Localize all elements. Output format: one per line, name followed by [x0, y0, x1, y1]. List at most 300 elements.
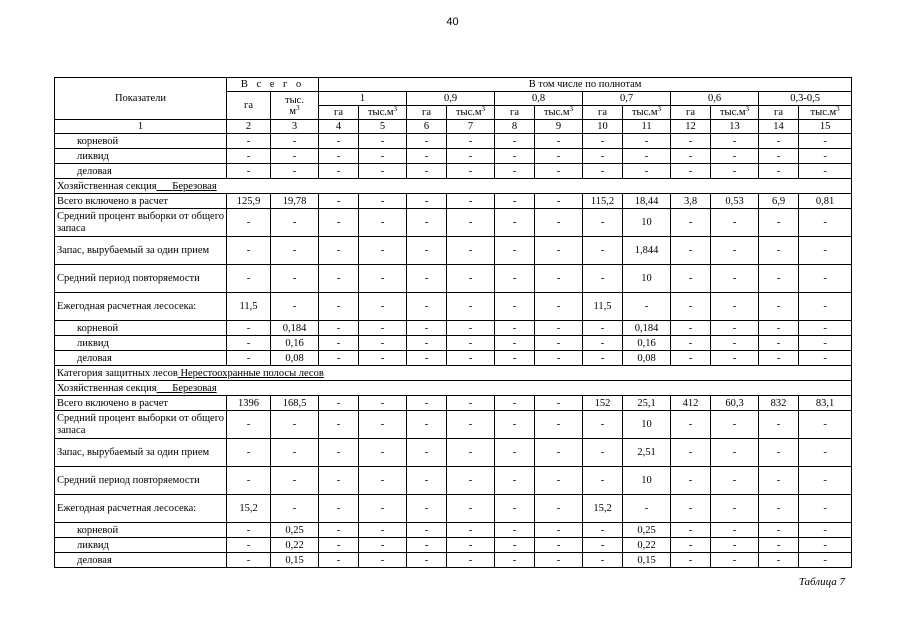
table-cell: -	[711, 467, 759, 495]
table-cell: -	[271, 164, 319, 179]
table-cell: -	[359, 467, 407, 495]
table-cell: -	[535, 149, 583, 164]
table-cell: -	[759, 336, 799, 351]
table-cell: -	[359, 134, 407, 149]
column-number: 8	[495, 120, 535, 134]
table-cell: -	[319, 439, 359, 467]
table-cell: -	[271, 439, 319, 467]
table-cell: -	[711, 351, 759, 366]
table-cell: -	[271, 293, 319, 321]
page-number: 40	[446, 16, 459, 28]
table-cell: -	[583, 209, 623, 237]
row-label: Всего включено в расчет	[55, 396, 227, 411]
density-1: 1	[319, 92, 407, 106]
table-cell: -	[799, 523, 852, 538]
table-cell: -	[671, 439, 711, 467]
section-row	[55, 179, 852, 194]
table-cell: -	[711, 164, 759, 179]
table-cell: -	[407, 237, 447, 265]
table-cell: -	[359, 553, 407, 568]
table-cell: -	[407, 209, 447, 237]
table-cell: 11,5	[583, 293, 623, 321]
table-cell: 0,16	[271, 336, 319, 351]
table-caption: Таблица 7	[798, 576, 845, 588]
table-cell: -	[535, 495, 583, 523]
row-label: ликвид	[55, 149, 227, 164]
table-cell: -	[623, 293, 671, 321]
table-cell: -	[359, 293, 407, 321]
table-cell: -	[447, 553, 495, 568]
table-cell: -	[407, 265, 447, 293]
table-cell: -	[623, 134, 671, 149]
table-cell: -	[447, 209, 495, 237]
table-cell: -	[799, 336, 852, 351]
table-cell: -	[671, 265, 711, 293]
table-cell: -	[359, 495, 407, 523]
table-cell: -	[359, 164, 407, 179]
row-label: корневой	[55, 321, 227, 336]
table-cell: -	[759, 467, 799, 495]
table-cell: 0,184	[271, 321, 319, 336]
table-cell: -	[495, 439, 535, 467]
column-number-row	[55, 120, 852, 134]
section-value: Березовая	[172, 180, 217, 192]
table-body	[55, 134, 852, 568]
row-label: деловая	[55, 553, 227, 568]
table-cell: -	[799, 134, 852, 149]
superscript: 3	[393, 105, 398, 113]
table-cell: -	[799, 411, 852, 439]
table-cell: -	[359, 351, 407, 366]
table-cell: -	[407, 149, 447, 164]
table-cell: -	[407, 553, 447, 568]
table-cell: -	[359, 439, 407, 467]
table-cell: -	[319, 237, 359, 265]
density-group-header: В том числе по полнотам	[319, 78, 852, 92]
indicators-header: Показатели	[55, 78, 227, 120]
table-cell: 15,2	[583, 495, 623, 523]
unit-thous-m3-header	[447, 106, 495, 120]
section-underline	[157, 383, 173, 394]
table-cell: 10	[623, 265, 671, 293]
table-cell: -	[271, 209, 319, 237]
table-cell: -	[495, 495, 535, 523]
table-row	[55, 149, 852, 164]
table-cell: -	[271, 265, 319, 293]
table-cell: -	[271, 149, 319, 164]
table-cell: -	[495, 237, 535, 265]
table-cell: -	[535, 134, 583, 149]
table-cell: -	[407, 134, 447, 149]
section-prefix: Категория защитных лесов	[57, 367, 178, 379]
table-cell: -	[799, 149, 852, 164]
table-cell: -	[535, 467, 583, 495]
table-cell: -	[759, 293, 799, 321]
table-cell: -	[227, 411, 271, 439]
table-cell: -	[359, 396, 407, 411]
table-cell: -	[359, 321, 407, 336]
table-cell: -	[495, 336, 535, 351]
table-cell: -	[319, 209, 359, 237]
table-cell: -	[319, 194, 359, 209]
table-cell: -	[711, 523, 759, 538]
table-cell: -	[359, 149, 407, 164]
section-prefix: Хозяйственная секция	[57, 382, 157, 394]
section-row	[55, 381, 852, 396]
table-cell: -	[671, 149, 711, 164]
table-cell: -	[407, 164, 447, 179]
table-cell: -	[407, 396, 447, 411]
table-cell: -	[799, 265, 852, 293]
table-cell: -	[495, 293, 535, 321]
table-cell: -	[535, 411, 583, 439]
table-cell: -	[711, 495, 759, 523]
column-number: 1	[55, 120, 227, 134]
table-cell: -	[447, 265, 495, 293]
table-cell: -	[319, 351, 359, 366]
table-cell: -	[359, 336, 407, 351]
table-cell: -	[227, 523, 271, 538]
table-cell: -	[711, 149, 759, 164]
table-cell: -	[759, 495, 799, 523]
unit-ha-header: га	[583, 106, 623, 120]
table-row	[55, 467, 852, 495]
table-cell: -	[535, 523, 583, 538]
table-cell: -	[711, 538, 759, 553]
table-cell: -	[359, 194, 407, 209]
unit-label: тыс.м	[810, 107, 837, 118]
section-prefix: Хозяйственная секция	[57, 180, 157, 192]
row-label: корневой	[55, 134, 227, 149]
table-cell: -	[671, 495, 711, 523]
table-cell: -	[271, 134, 319, 149]
column-number: 7	[447, 120, 495, 134]
table-cell: -	[407, 293, 447, 321]
table-cell: -	[799, 321, 852, 336]
table-cell: 0,15	[623, 553, 671, 568]
table-cell: -	[671, 411, 711, 439]
superscript: 3	[836, 105, 840, 113]
table-cell: -	[319, 538, 359, 553]
table-cell: -	[711, 553, 759, 568]
table-cell: -	[495, 553, 535, 568]
table-cell: -	[535, 164, 583, 179]
column-number: 15	[799, 120, 852, 134]
table-row	[55, 396, 852, 411]
table-cell: 15,2	[227, 495, 271, 523]
table-cell: -	[799, 495, 852, 523]
table-cell: -	[447, 523, 495, 538]
table-cell: 1396	[227, 396, 271, 411]
table-cell: 0,184	[623, 321, 671, 336]
table-cell: 152	[583, 396, 623, 411]
table-cell: -	[799, 351, 852, 366]
table-cell: -	[535, 553, 583, 568]
table-cell: -	[447, 237, 495, 265]
table-cell: 0,25	[623, 523, 671, 538]
table-cell: 412	[671, 396, 711, 411]
table-cell: -	[759, 411, 799, 439]
superscript: 3	[745, 105, 750, 113]
table-cell: -	[495, 164, 535, 179]
table-cell: -	[671, 351, 711, 366]
unit-thous-m3-header	[799, 106, 852, 120]
table-row	[55, 321, 852, 336]
table-cell: -	[535, 237, 583, 265]
table-cell: -	[759, 134, 799, 149]
table-cell: -	[671, 538, 711, 553]
table-cell: -	[227, 553, 271, 568]
unit-thous-m3-header	[623, 106, 671, 120]
table-cell: -	[495, 321, 535, 336]
table-cell: -	[447, 293, 495, 321]
forest-cutting-table	[54, 77, 852, 568]
table-row	[55, 495, 852, 523]
unit-label: тыс.м	[631, 107, 658, 118]
table-cell: 0,08	[623, 351, 671, 366]
table-cell: -	[447, 467, 495, 495]
table-cell: 25,1	[623, 396, 671, 411]
table-cell: -	[535, 209, 583, 237]
table-cell: -	[799, 553, 852, 568]
row-label: Запас, вырубаемый за один прием	[55, 439, 227, 467]
table-cell: -	[495, 209, 535, 237]
unit-label: тыс.м	[719, 107, 746, 118]
section-heading	[55, 179, 852, 194]
row-label: Средний процент выборки от общего запаса	[55, 209, 227, 237]
table-cell: -	[359, 411, 407, 439]
table-cell: -	[711, 209, 759, 237]
table-cell: 0,15	[271, 553, 319, 568]
unit-label: тыс.м	[367, 107, 394, 118]
table-cell: -	[359, 265, 407, 293]
table-cell: -	[799, 467, 852, 495]
table-cell: -	[407, 336, 447, 351]
table-cell: -	[319, 495, 359, 523]
table-cell: 0,08	[271, 351, 319, 366]
table-cell: -	[535, 265, 583, 293]
table-cell: -	[407, 467, 447, 495]
table-cell: -	[711, 321, 759, 336]
unit-label: тыс.м	[543, 107, 570, 118]
row-label: деловая	[55, 351, 227, 366]
column-number: 11	[623, 120, 671, 134]
table-cell: -	[535, 194, 583, 209]
table-cell: -	[583, 553, 623, 568]
table-cell: -	[759, 439, 799, 467]
row-label: ликвид	[55, 336, 227, 351]
column-number: 10	[583, 120, 623, 134]
table-cell: -	[671, 553, 711, 568]
table-cell: -	[623, 164, 671, 179]
table-cell: -	[227, 321, 271, 336]
table-row	[55, 134, 852, 149]
table-cell: -	[319, 411, 359, 439]
table-cell: -	[407, 321, 447, 336]
superscript: 3	[481, 105, 486, 113]
table-cell: -	[319, 467, 359, 495]
table-cell: -	[711, 265, 759, 293]
row-label: Средний период повторяемости	[55, 265, 227, 293]
table-row	[55, 553, 852, 568]
table-cell: -	[495, 411, 535, 439]
table-cell: -	[799, 538, 852, 553]
table-cell: -	[583, 467, 623, 495]
table-cell: -	[535, 439, 583, 467]
table-cell: 10	[623, 411, 671, 439]
table-cell: -	[447, 396, 495, 411]
table-row	[55, 265, 852, 293]
table-row	[55, 237, 852, 265]
section-heading	[55, 381, 852, 396]
row-label: Ежегодная расчетная лесосека:	[55, 495, 227, 523]
table-cell: -	[495, 134, 535, 149]
table-cell: 11,5	[227, 293, 271, 321]
table-cell: -	[447, 336, 495, 351]
unit-ha-header: га	[671, 106, 711, 120]
table-cell: -	[583, 523, 623, 538]
table-cell: -	[623, 149, 671, 164]
table-cell: 0,25	[271, 523, 319, 538]
table-cell: -	[227, 149, 271, 164]
total-header: В с е г о	[227, 78, 319, 92]
table-cell: 83,1	[799, 396, 852, 411]
table-cell: -	[535, 336, 583, 351]
column-number: 13	[711, 120, 759, 134]
table-row	[55, 523, 852, 538]
table-cell: -	[319, 134, 359, 149]
table-cell: -	[583, 237, 623, 265]
table-cell: -	[447, 149, 495, 164]
table-cell: -	[799, 209, 852, 237]
row-label: Запас, вырубаемый за один прием	[55, 237, 227, 265]
table-cell: -	[711, 439, 759, 467]
table-cell: -	[271, 411, 319, 439]
table-cell: -	[583, 164, 623, 179]
table-cell: -	[227, 237, 271, 265]
table-cell: -	[671, 467, 711, 495]
table-cell: -	[495, 538, 535, 553]
table-cell: -	[407, 351, 447, 366]
table-cell: 19,78	[271, 194, 319, 209]
column-number: 12	[671, 120, 711, 134]
table-cell: 0,22	[271, 538, 319, 553]
thous-label: тыс.	[285, 94, 304, 106]
table-cell: -	[447, 164, 495, 179]
table-cell: -	[535, 293, 583, 321]
table-cell: -	[759, 553, 799, 568]
table-row	[55, 538, 852, 553]
table-cell: -	[447, 411, 495, 439]
table-cell: -	[319, 336, 359, 351]
table-cell: -	[407, 194, 447, 209]
column-number: 9	[535, 120, 583, 134]
table-cell: 6,9	[759, 194, 799, 209]
unit-thous-m3-header	[711, 106, 759, 120]
table-cell: -	[359, 237, 407, 265]
table-cell: -	[227, 164, 271, 179]
table-cell: -	[623, 495, 671, 523]
row-label: Средний период повторяемости	[55, 467, 227, 495]
unit-ha-header: га	[495, 106, 535, 120]
table-cell: 1,844	[623, 237, 671, 265]
table-cell: -	[535, 396, 583, 411]
table-cell: -	[227, 265, 271, 293]
total-thous-m3-header	[271, 92, 319, 120]
table-cell: -	[495, 149, 535, 164]
table-cell: -	[671, 336, 711, 351]
table-cell: -	[447, 134, 495, 149]
density-0-6: 0,6	[671, 92, 759, 106]
superscript: 3	[296, 103, 300, 112]
density-0-8: 0,8	[495, 92, 583, 106]
table-cell: -	[319, 265, 359, 293]
table-cell: 3,8	[671, 194, 711, 209]
section-underline	[157, 181, 173, 192]
table-cell: -	[671, 237, 711, 265]
row-label: корневой	[55, 523, 227, 538]
table-cell: -	[447, 351, 495, 366]
table-cell: -	[671, 293, 711, 321]
table-cell: -	[759, 538, 799, 553]
table-cell: -	[671, 164, 711, 179]
table-cell: -	[407, 538, 447, 553]
table-cell: -	[227, 351, 271, 366]
table-cell: -	[319, 321, 359, 336]
table-cell: -	[319, 164, 359, 179]
table-cell: -	[319, 396, 359, 411]
table-row	[55, 336, 852, 351]
table-row	[55, 351, 852, 366]
table-cell: -	[359, 523, 407, 538]
section-value: Березовая	[172, 382, 217, 394]
table-cell: -	[759, 209, 799, 237]
table-cell: -	[535, 538, 583, 553]
table-cell: -	[495, 523, 535, 538]
table-cell: -	[535, 321, 583, 336]
table-cell: -	[495, 467, 535, 495]
table-cell: -	[583, 439, 623, 467]
table-cell: -	[227, 209, 271, 237]
unit-ha-header: га	[407, 106, 447, 120]
table-cell: -	[535, 351, 583, 366]
table-row	[55, 209, 852, 237]
table-cell: -	[583, 538, 623, 553]
table-cell: -	[671, 209, 711, 237]
m3-label: м	[289, 105, 297, 117]
table-cell: 168,5	[271, 396, 319, 411]
column-number: 5	[359, 120, 407, 134]
table-cell: 10	[623, 467, 671, 495]
table-cell: -	[319, 553, 359, 568]
table-cell: 115,2	[583, 194, 623, 209]
table-cell: -	[583, 351, 623, 366]
table-cell: -	[671, 134, 711, 149]
table-cell: -	[227, 467, 271, 495]
table-cell: -	[759, 265, 799, 293]
table-cell: -	[227, 538, 271, 553]
table-cell: -	[227, 134, 271, 149]
density-0-9: 0,9	[407, 92, 495, 106]
table-cell: -	[227, 439, 271, 467]
table-row	[55, 293, 852, 321]
table-cell: -	[407, 495, 447, 523]
table-cell: 832	[759, 396, 799, 411]
table-cell: -	[583, 149, 623, 164]
table-cell: -	[447, 538, 495, 553]
table-cell: -	[495, 265, 535, 293]
table-cell: -	[407, 439, 447, 467]
